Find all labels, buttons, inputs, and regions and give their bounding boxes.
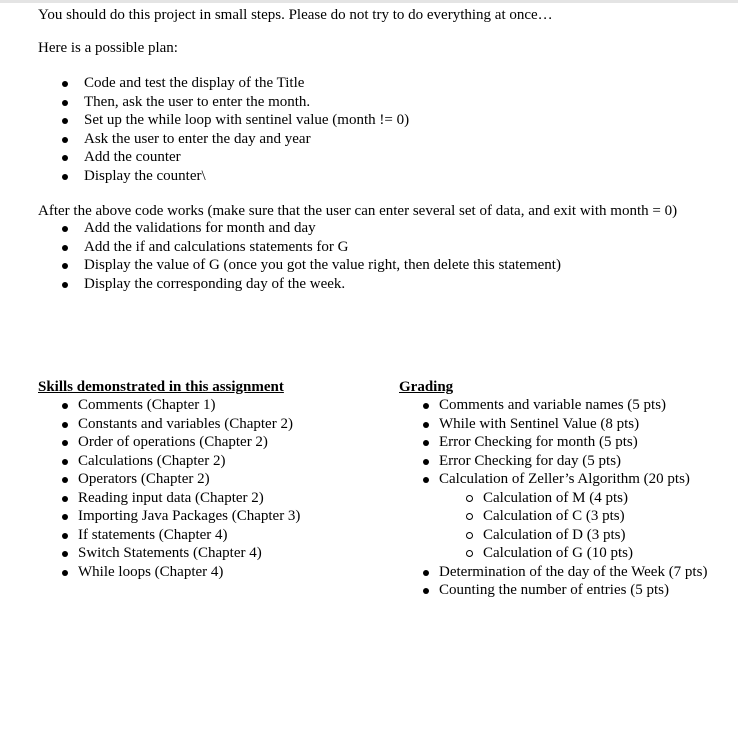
page-top-border bbox=[0, 0, 738, 3]
zeller-subitem: Calculation of D (3 pts) bbox=[483, 526, 707, 545]
grading-item: While with Sentinel Value (8 pts) bbox=[439, 415, 707, 434]
bullet-icon bbox=[62, 459, 68, 465]
bullet-icon bbox=[62, 174, 68, 180]
zeller-subitem: Calculation of C (3 pts) bbox=[483, 507, 707, 526]
bullet-icon bbox=[62, 137, 68, 143]
zeller-sublist bbox=[483, 489, 707, 563]
circle-bullet-icon bbox=[466, 495, 473, 502]
grading-item: Determination of the day of the Week (7 pts) bbox=[439, 563, 707, 582]
bullet-icon bbox=[62, 118, 68, 124]
after-text: After the above code works (make sure that the user can enter several set of data, and exit with month = 0) bbox=[38, 203, 678, 219]
grading-item: Comments and variable names (5 pts) bbox=[439, 396, 707, 415]
bullet-icon bbox=[423, 422, 429, 428]
after-item: Display the corresponding day of the week. bbox=[84, 275, 561, 294]
after-item: Add the validations for month and day bbox=[84, 219, 561, 238]
plan-item: Code and test the display of the Title bbox=[84, 74, 409, 93]
skill-item: Calculations (Chapter 2) bbox=[78, 452, 300, 471]
after-item: Add the if and calculations statements for G bbox=[84, 238, 561, 257]
bullet-icon bbox=[423, 477, 429, 483]
bullet-icon bbox=[62, 422, 68, 428]
bullet-icon bbox=[62, 570, 68, 576]
bullet-icon bbox=[62, 514, 68, 520]
bullet-icon bbox=[62, 100, 68, 106]
bullet-icon bbox=[62, 477, 68, 483]
plan-item: Set up the while loop with sentinel value (month != 0) bbox=[84, 111, 409, 130]
grading-item: Error Checking for day (5 pts) bbox=[439, 452, 707, 471]
bullet-icon bbox=[423, 403, 429, 409]
bullet-icon bbox=[423, 440, 429, 446]
bullet-icon bbox=[62, 245, 68, 251]
intro-text: You should do this project in small steps. Please do not try to do everything at once… bbox=[38, 7, 553, 23]
skill-item: While loops (Chapter 4) bbox=[78, 563, 300, 582]
skill-item: Reading input data (Chapter 2) bbox=[78, 489, 300, 508]
skill-item: Switch Statements (Chapter 4) bbox=[78, 544, 300, 563]
skill-item: Order of operations (Chapter 2) bbox=[78, 433, 300, 452]
plan-item: Display the counter\ bbox=[84, 167, 409, 186]
bullet-icon bbox=[62, 551, 68, 557]
grading-heading: Grading bbox=[399, 379, 454, 395]
bullet-icon bbox=[62, 496, 68, 502]
bullet-icon bbox=[62, 533, 68, 539]
skill-item: Comments (Chapter 1) bbox=[78, 396, 300, 415]
bullet-icon bbox=[62, 81, 68, 87]
skills-list bbox=[78, 396, 300, 581]
plan-item: Ask the user to enter the day and year bbox=[84, 130, 409, 149]
skills-heading: Skills demonstrated in this assignment bbox=[38, 379, 284, 395]
after-item: Display the value of G (once you got the value right, then delete this statement) bbox=[84, 256, 561, 275]
bullet-icon bbox=[62, 440, 68, 446]
grading-item: Error Checking for month (5 pts) bbox=[439, 433, 707, 452]
circle-bullet-icon bbox=[466, 532, 473, 539]
grading-list bbox=[439, 396, 707, 600]
bullet-icon bbox=[423, 570, 429, 576]
skill-item: Importing Java Packages (Chapter 3) bbox=[78, 507, 300, 526]
plan-list bbox=[84, 74, 409, 185]
bullet-icon bbox=[62, 155, 68, 161]
skill-item: Operators (Chapter 2) bbox=[78, 470, 300, 489]
grading-item: Calculation of Zeller’s Algorithm (20 pts) Calculation of M (4 pts) Calculation of C (3 pts) Calculation of D (3 pts) Calculation of G (10 pts) bbox=[439, 470, 707, 563]
bullet-icon bbox=[62, 403, 68, 409]
bullet-icon bbox=[62, 282, 68, 288]
plan-label: Here is a possible plan: bbox=[38, 40, 178, 56]
zeller-subitem: Calculation of M (4 pts) bbox=[483, 489, 707, 508]
plan-item: Then, ask the user to enter the month. bbox=[84, 93, 409, 112]
grading-item: Counting the number of entries (5 pts) bbox=[439, 581, 707, 600]
circle-bullet-icon bbox=[466, 550, 473, 557]
after-list bbox=[84, 219, 561, 293]
skill-item: Constants and variables (Chapter 2) bbox=[78, 415, 300, 434]
bullet-icon bbox=[62, 226, 68, 232]
bullet-icon bbox=[423, 588, 429, 594]
circle-bullet-icon bbox=[466, 513, 473, 520]
zeller-subitem: Calculation of G (10 pts) bbox=[483, 544, 707, 563]
plan-item: Add the counter bbox=[84, 148, 409, 167]
bullet-icon bbox=[62, 263, 68, 269]
bullet-icon bbox=[423, 459, 429, 465]
skill-item: If statements (Chapter 4) bbox=[78, 526, 300, 545]
